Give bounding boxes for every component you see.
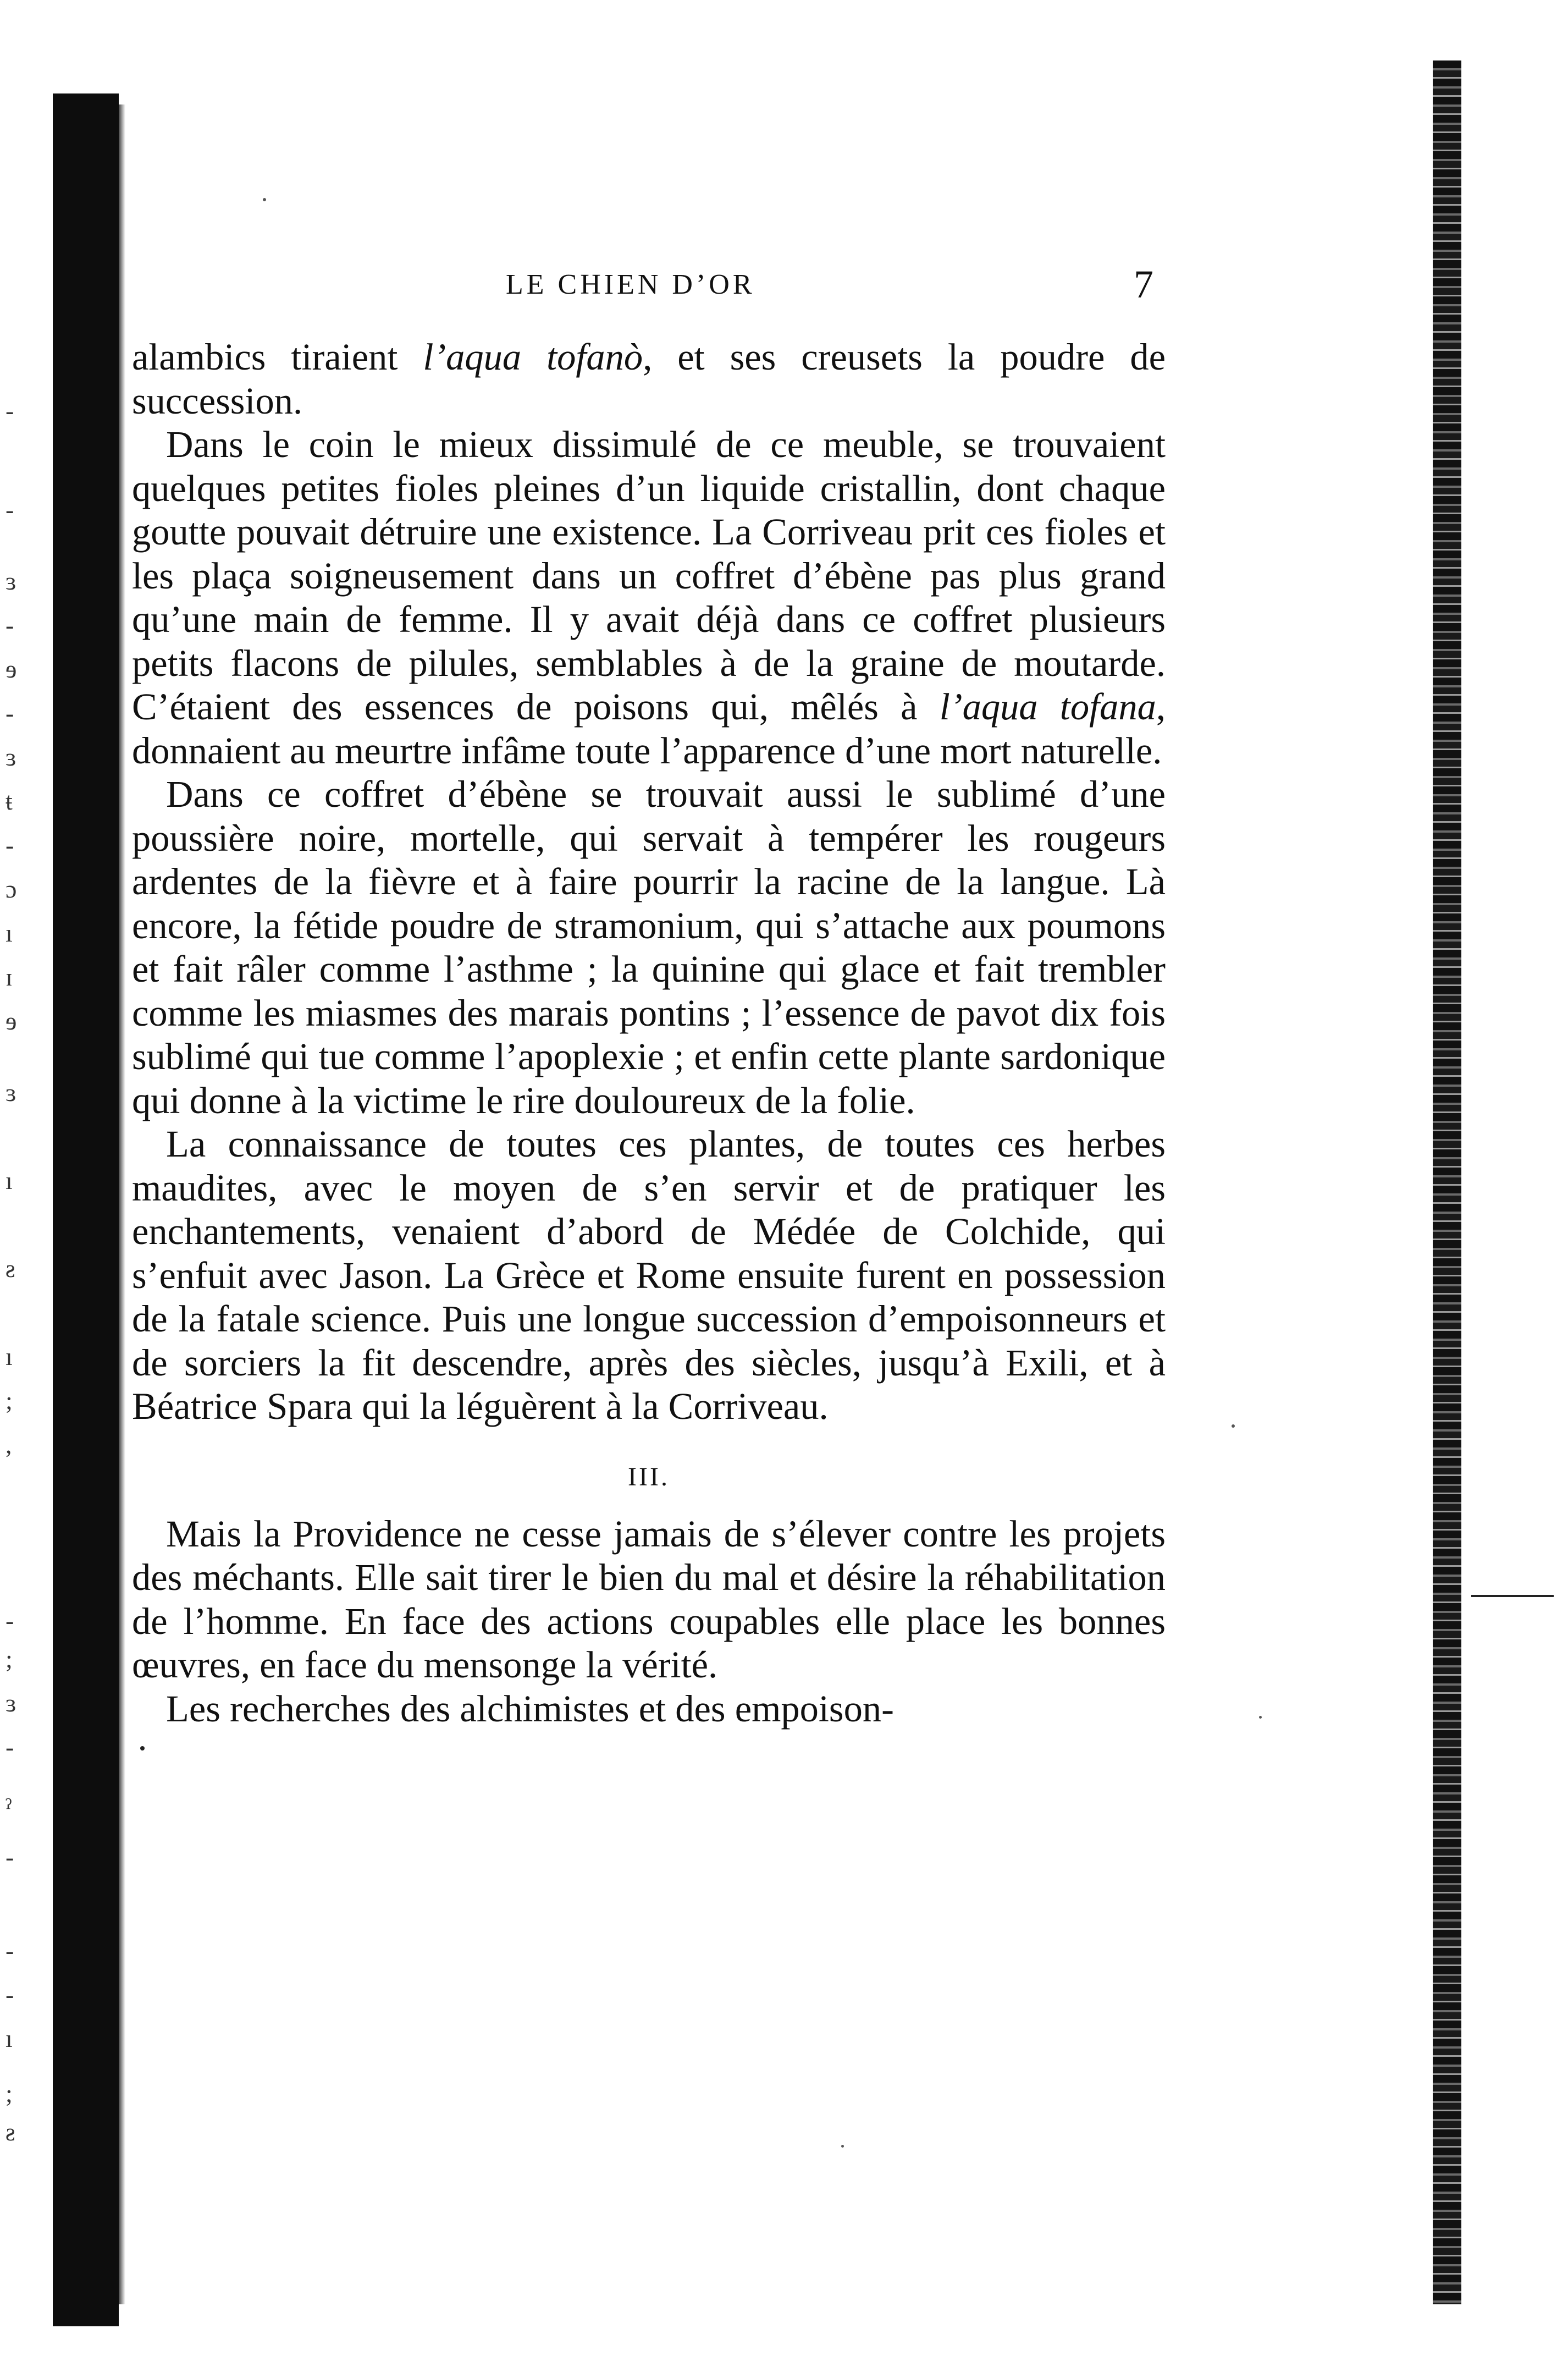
text-run: Les recherches des alchimistes et des empoison- — [166, 1687, 894, 1730]
section-numeral: III. — [628, 1462, 670, 1491]
paragraph — [132, 423, 1166, 773]
scan-speck — [841, 2145, 844, 2148]
page-number: 7 — [1134, 262, 1153, 306]
text-run: alambics tiraient — [132, 336, 423, 378]
italic-text: l’aqua tofana — [939, 686, 1156, 728]
scan-binding-fade — [119, 104, 125, 2304]
text-run: , et ses creusets la poudre de succession. — [132, 336, 1166, 422]
scan-speck — [1259, 1716, 1262, 1719]
scan-page-edge — [1433, 60, 1461, 2304]
text-run: La connaissance de toutes ces plantes, de toutes ces herbes maudites, avec le moyen de s’en servir et de pratiquer les enchantements, venaient d’abord de Médée de Colchide, qui s’enfuit avec Jason. La Grèce et Rome ensuite furent en possession de la fatale science. Puis une longue succession d’empoisonneurs et de sorciers la fit descendre, après des siècles, jusqu’à Exili, et à Béatrice Spara qui la léguèrent à la Corriveau. — [132, 1123, 1166, 1427]
body-text — [132, 335, 1166, 1731]
paragraph — [132, 1122, 1166, 1429]
bleed-through-marks: - - ɜ - ɘ - ɜ ŧ - ɔ ı ɪ ɘ ɜ ı ƨ ı ; , - ; ɜ - ˀ - - - ı ; ƨ — [5, 397, 17, 2146]
paragraph — [132, 773, 1166, 1122]
text-run: , donnaient au meurtre infâme toute l’apparence d’une mort naturelle. — [132, 686, 1166, 772]
paragraph — [132, 1512, 1166, 1687]
scan-speck — [1232, 1424, 1235, 1428]
text-run: Dans ce coffret d’ébène se trouvait aussi le sublimé d’une poussière noire, mortelle, qui servait à tempérer les rougeurs ardentes de la fièvre et à faire pourrir la racine de la langue. Là encore, la fétide poudre de stramonium, qui s’attache aux poumons et fait râler comme l’asthme ; la quinine qui glace et fait trembler comme les miasmes des marais pontins ; l’essence de pavot dix fois sublimé qui tue comme l’apoplexie ; et enfin cette plante sardonique qui donne à la victime le rire douloureux de la folie. — [132, 773, 1166, 1121]
scan-speck — [140, 1746, 145, 1751]
scan-speck — [263, 198, 266, 201]
text-run: Dans le coin le mieux dissimulé de ce meuble, se trouvaient quelques petites fioles pleines d’un liquide cristallin, dont chaque goutte pouvait détruire une existence. La Corriveau prit ces fioles et les plaça soigneusement dans un coffret d’ébène pas plus grand qu’une main de femme. Il y avait déjà dans ce coffret plusieurs petits flacons de pilules, semblables à de la graine de moutarde. C’étaient des essences de poisons qui, mêlés à — [132, 423, 1166, 728]
paragraph — [132, 335, 1166, 423]
scan-edge-line — [1471, 1595, 1554, 1597]
scan-binding-shadow — [53, 93, 119, 2326]
text-run: Mais la Providence ne cesse jamais de s’élever contre les projets des méchants. Elle sait tirer le bien du mal et désire la réhabilitation de l’homme. En face des actions coupables elle place les bonnes œuvres, en face du mensonge la vérité. — [132, 1512, 1166, 1686]
paragraph — [132, 1687, 1166, 1731]
running-head: LE CHIEN D’OR — [506, 269, 755, 300]
italic-text: l’aqua tofanò — [423, 336, 643, 378]
